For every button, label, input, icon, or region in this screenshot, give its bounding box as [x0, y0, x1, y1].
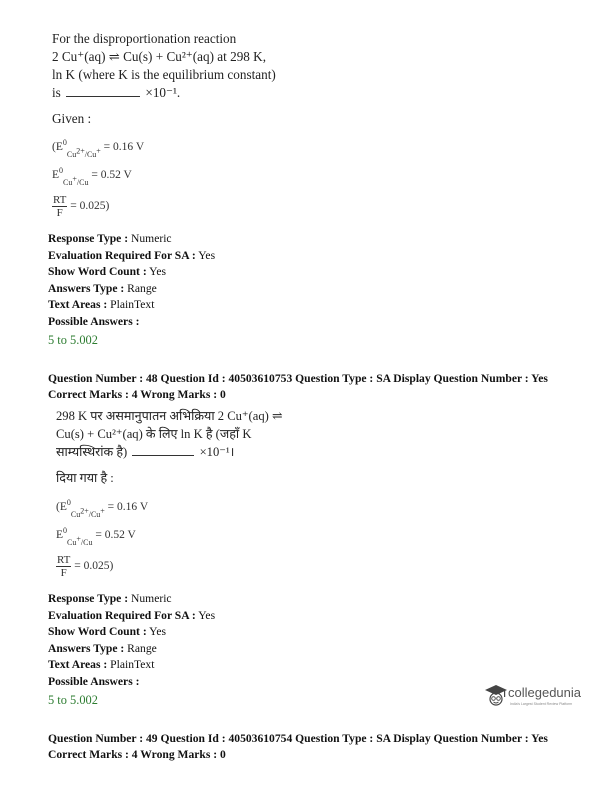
q47-rt-over-f — [52, 194, 67, 219]
q48-eq2-value: = 0.52 V — [95, 528, 136, 541]
text-areas-row — [48, 297, 215, 314]
possible-answers-value: 5 to 5.002 — [48, 693, 98, 707]
q49-header-line-2: Correct Marks : 4 Wrong Marks : 0 — [48, 748, 226, 761]
value: Numeric — [131, 592, 172, 605]
response-type-row — [48, 231, 215, 248]
q48-header — [48, 371, 548, 403]
q48-line-3-prefix: साम्यस्थिरांक है) — [56, 445, 128, 459]
q47-given: Given : — [52, 111, 92, 126]
q47-frac-den: F — [56, 207, 63, 219]
q47-eq3-value: = 0.025) — [70, 200, 110, 213]
value: Yes — [198, 248, 216, 262]
q47-meta — [48, 231, 215, 349]
q48-frac-num: RT — [57, 554, 71, 566]
q49-header-line-1: Question Number : 49 Question Id : 40503610754 Question Type : SA Display Question Number : Yes — [48, 732, 548, 745]
q47-line-1: For the disproportionation reaction — [52, 31, 237, 46]
q47-line-4-prefix: is — [52, 85, 61, 100]
q47-eq1-value: = 0.16 V — [103, 140, 145, 153]
q48-header-line-2: Correct Marks : 4 Wrong Marks : 0 — [48, 388, 226, 401]
label: Text Areas : — [48, 298, 108, 311]
word-count-row — [48, 264, 215, 281]
graduate-icon — [484, 683, 508, 709]
value: Yes — [149, 265, 167, 278]
q48-line-3 — [56, 443, 283, 461]
q47-eq2-value: = 0.52 V — [91, 168, 132, 181]
q48-eq3-value: = 0.025) — [74, 560, 114, 573]
answers-type-row — [48, 281, 215, 298]
label: Evaluation Required For SA : — [48, 248, 196, 262]
q47-equation-1: ($E^0_{Cu^{2+}/Cu^+} = 0.16$ V — [52, 138, 145, 160]
value: Yes — [198, 608, 216, 622]
question-48-text — [56, 407, 283, 461]
label: Possible Answers : — [48, 674, 140, 688]
q48-header-line-1: Question Number : 48 Question Id : 40503610753 Question Type : SA Display Question Number : Yes — [48, 372, 548, 385]
q47-line-3: ln K (where K is the equilibrium constant) — [52, 67, 276, 82]
q47-line-2: 2 Cu⁺(aq) ⇌ Cu(s) + Cu²⁺(aq) at 298 K, — [52, 49, 266, 64]
q49-header — [48, 731, 548, 763]
label: Evaluation Required For SA : — [48, 608, 196, 622]
possible-answers-row — [48, 674, 215, 691]
label: Response Type : — [48, 232, 129, 245]
collegedunia-logo — [484, 683, 594, 711]
value: Yes — [149, 625, 167, 638]
label: Answers Type : — [48, 281, 125, 295]
q48-equation-2: $E^0_{Cu^+/Cu} = 0.52$ V — [56, 526, 136, 548]
q48-line-2: Cu(s) + Cu²⁺(aq) के लिए ln K है (जहाँ K — [56, 427, 252, 441]
q48-line-1: 298 K पर असमानुपातन अभिक्रिया 2 Cu⁺(aq) ⇌ — [56, 409, 283, 423]
word-count-row — [48, 624, 215, 641]
q48-rt-over-f — [56, 554, 71, 579]
possible-answers-value: 5 to 5.002 — [48, 333, 98, 347]
q47-equation-3 — [52, 194, 109, 219]
q47-frac-num: RT — [53, 194, 67, 206]
q48-equation-1: ($E^0_{Cu^{2+}/Cu^+} = 0.16$ V — [56, 498, 149, 520]
text-areas-row — [48, 657, 215, 674]
q48-frac-den: F — [60, 567, 67, 579]
logo-wordmark: collegedunia — [508, 685, 582, 700]
q47-equation-2: $E^0_{Cu^+/Cu} = 0.52$ V — [52, 166, 132, 188]
answer-blank — [132, 455, 194, 456]
label: Possible Answers : — [48, 314, 140, 328]
label: Response Type : — [48, 592, 129, 605]
answer-blank — [66, 96, 140, 97]
label: Show Word Count : — [48, 265, 147, 278]
q47-line-4 — [52, 84, 276, 102]
value: Range — [127, 281, 157, 295]
q47-line-4-suffix: ×10⁻¹. — [145, 85, 181, 100]
label: Show Word Count : — [48, 625, 147, 638]
response-type-row — [48, 591, 215, 608]
answers-type-row — [48, 641, 215, 658]
label: Text Areas : — [48, 658, 108, 671]
q48-line-3-suffix: ×10⁻¹। — [199, 445, 235, 459]
eval-required-row — [48, 248, 215, 265]
q48-given: दिया गया है : — [56, 471, 114, 485]
eval-required-row — [48, 608, 215, 625]
value: PlainText — [110, 658, 155, 671]
q48-equation-3 — [56, 554, 113, 579]
value: PlainText — [110, 298, 155, 311]
logo-tagline: India's Largest Student Review Platform — [510, 702, 573, 706]
value: Numeric — [131, 232, 172, 245]
q48-eq1-value: = 0.16 V — [107, 500, 149, 513]
value: Range — [127, 641, 157, 655]
question-47-text — [52, 30, 276, 102]
label: Answers Type : — [48, 641, 125, 655]
q48-meta — [48, 591, 215, 709]
possible-answers-row — [48, 314, 215, 331]
